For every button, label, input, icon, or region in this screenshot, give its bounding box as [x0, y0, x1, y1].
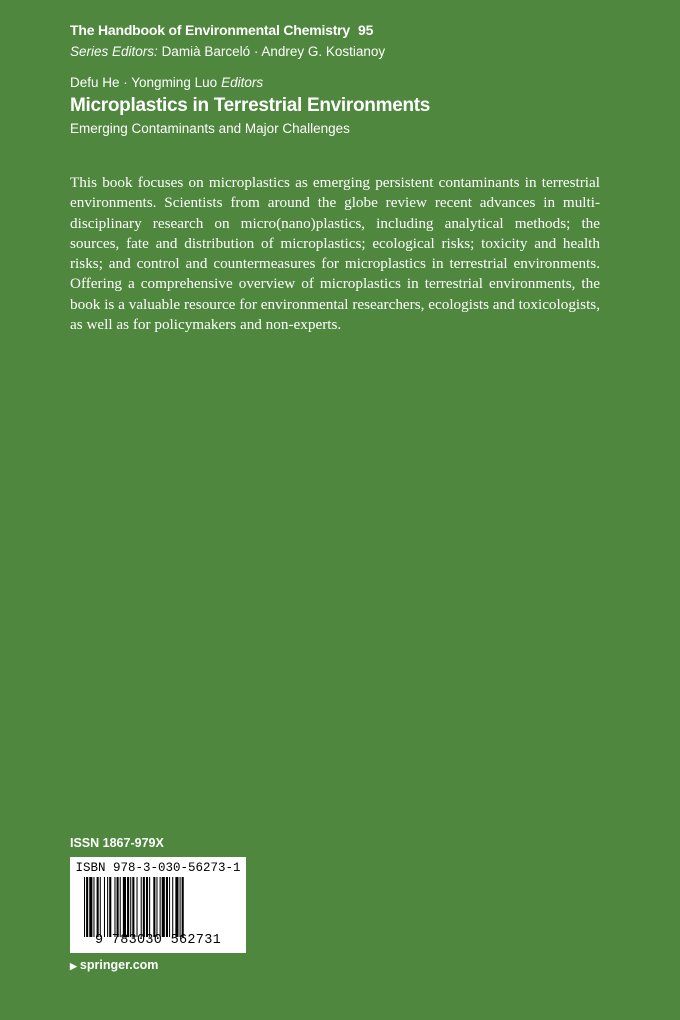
book-description: This book focuses on microplastics as emerging persistent contaminants in terrestrial environments. Scientists from around the globe review recent advances in multi-disciplinary research on micro(nano)plastics, including analytical methods; the sources, fate and distribution of microplastics; ecological risks; toxicity and health risks; and control and countermeasures for microplastics in terrestrial environments. Offering a comprehensive overview of microplastics in terrestrial environments, the book is a valuable resource for environmental researchers, ecologists and toxicologists, as well as for policymakers and non-experts.	[70, 174, 600, 334]
barcode-digits: 9 783030 562731	[94, 933, 222, 948]
barcode-bars	[84, 877, 234, 937]
barcode-bar	[169, 877, 170, 937]
barcode-bar	[114, 877, 115, 937]
barcode-bar	[84, 877, 85, 937]
barcode-bar	[162, 877, 165, 937]
triangle-right-icon: ▶	[70, 961, 77, 971]
barcode-bar	[120, 877, 121, 937]
series-editors-line	[70, 44, 385, 59]
barcode-bar	[100, 877, 101, 937]
barcode-bar	[86, 877, 88, 937]
book-editors-line	[70, 75, 263, 90]
barcode-bar	[117, 877, 119, 937]
barcode-bar	[143, 877, 145, 937]
barcode-bar	[93, 877, 94, 937]
barcode-bar	[156, 877, 157, 937]
barcode-bar	[89, 877, 92, 937]
publisher-link[interactable]	[70, 958, 158, 972]
series-volume: 95	[358, 22, 374, 38]
publisher-url: springer.com	[79, 958, 159, 972]
barcode-bar	[137, 877, 138, 937]
barcode-bar	[123, 877, 126, 937]
barcode-bar	[172, 877, 173, 937]
barcode-bar	[153, 877, 155, 937]
isbn-label: ISBN 978-3-030-56273-1	[75, 861, 241, 875]
barcode-bar	[107, 877, 108, 937]
barcode-bar	[109, 877, 111, 937]
isbn-barcode	[70, 857, 246, 953]
issn: ISSN 1867-979X	[70, 836, 164, 850]
barcode-bar	[146, 877, 148, 937]
barcode-bar	[130, 877, 131, 937]
series-title: The Handbook of Environmental Chemistry	[70, 22, 351, 38]
series-editors-label: Series Editors:	[70, 44, 158, 59]
barcode-bar	[132, 877, 134, 937]
barcode-bar	[166, 877, 168, 937]
barcode-bar	[104, 877, 105, 937]
barcode-bar	[175, 877, 178, 937]
barcode-bar	[127, 877, 129, 937]
series-title-line	[70, 22, 373, 38]
book-subtitle: Emerging Contaminants and Major Challenges	[70, 121, 350, 136]
barcode-bar	[97, 877, 99, 937]
barcode-bar	[141, 877, 142, 937]
book-editors-names: Defu He · Yongming Luo	[70, 75, 218, 90]
barcode-bar	[149, 877, 150, 937]
series-editors-names: Damià Barceló · Andrey G. Kostianoy	[161, 44, 386, 59]
barcode-bar	[182, 877, 184, 937]
book-title: Microplastics in Terrestrial Environments	[70, 95, 431, 116]
book-editors-label: Editors	[221, 75, 264, 90]
barcode-bar	[180, 877, 181, 937]
barcode-bar	[160, 877, 161, 937]
